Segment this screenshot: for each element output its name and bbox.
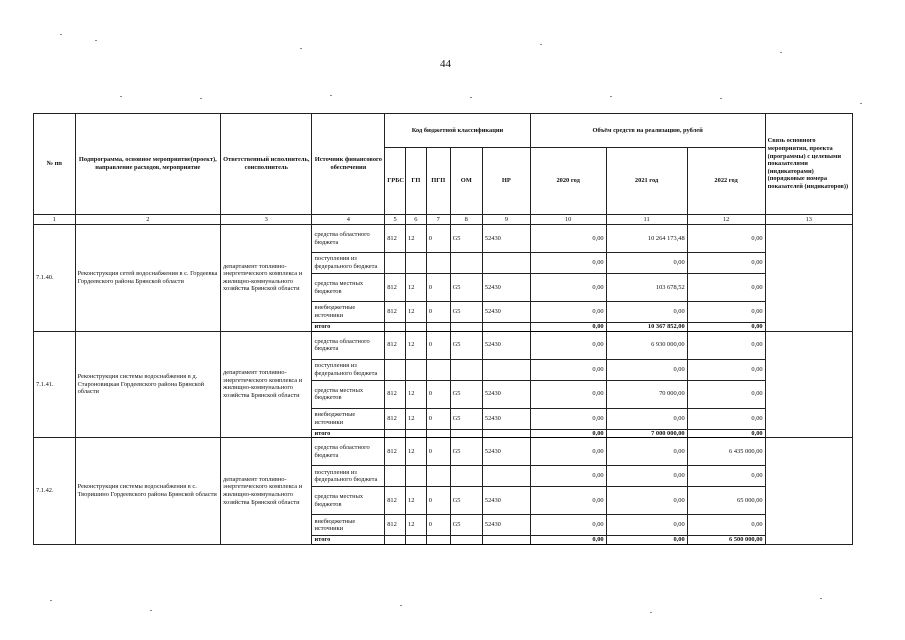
amount-y2020: 0,00 <box>530 331 606 359</box>
amount-y2021: 0,00 <box>606 438 687 466</box>
project-number: 7.1.40. <box>34 225 76 332</box>
amount-y2022: 0,00 <box>687 302 765 323</box>
amount-y2020: 0,00 <box>530 274 606 302</box>
scan-speck <box>95 40 97 41</box>
table-row <box>34 331 853 359</box>
amount-y2020: 0,00 <box>530 487 606 515</box>
funding-source: средства областного бюджета <box>312 331 385 359</box>
total-code-empty <box>406 429 427 438</box>
code-pgp: 0 <box>426 302 450 323</box>
amount-y2021: 0,00 <box>606 253 687 274</box>
code-grbs: 812 <box>385 515 406 536</box>
total-y2022: 0,00 <box>687 429 765 438</box>
code-gp: 12 <box>406 438 427 466</box>
total-y2022: 0,00 <box>687 323 765 332</box>
code-np: 52430 <box>482 515 530 536</box>
funding-source: средства областного бюджета <box>312 438 385 466</box>
header-om: ОМ <box>450 148 482 215</box>
code-grbs: 812 <box>385 274 406 302</box>
total-y2020: 0,00 <box>530 429 606 438</box>
total-code-empty <box>385 429 406 438</box>
amount-y2021: 0,00 <box>606 487 687 515</box>
scan-speck <box>720 98 722 99</box>
funding-source: внебюджетные источники <box>312 302 385 323</box>
scan-speck <box>470 97 472 98</box>
total-code-empty <box>482 429 530 438</box>
header-np: НР <box>482 148 530 215</box>
scan-speck <box>300 48 302 49</box>
code-grbs: 812 <box>385 438 406 466</box>
amount-y2021: 103 678,52 <box>606 274 687 302</box>
code-pgp: 0 <box>426 225 450 253</box>
code-np <box>482 359 530 380</box>
code-pgp: 0 <box>426 274 450 302</box>
header-program: Подпрограмма, основное мероприятие(проект), направление расходов, мероприятие <box>75 114 220 215</box>
project-name: Реконструкция системы водоснабжения в с. Творишино Гордеевского района Брянской области <box>75 438 220 545</box>
scan-speck <box>60 34 62 35</box>
total-label: итого <box>312 429 385 438</box>
code-om: G5 <box>450 515 482 536</box>
code-om: G5 <box>450 487 482 515</box>
project-name: Реконструкция системы водоснабжения в д. Староновицкая Гордеевского района Брянской области <box>75 331 220 438</box>
code-grbs <box>385 466 406 487</box>
code-om: G5 <box>450 331 482 359</box>
total-code-empty <box>450 429 482 438</box>
col-number: 1 <box>34 215 76 225</box>
amount-y2020: 0,00 <box>530 466 606 487</box>
funding-source: поступления из федерального бюджета <box>312 466 385 487</box>
code-np: 52430 <box>482 487 530 515</box>
code-gp: 12 <box>406 515 427 536</box>
header-volume: Объём средств на реализацию, рублей <box>530 114 765 148</box>
code-om: G5 <box>450 225 482 253</box>
total-y2021: 10 367 852,00 <box>606 323 687 332</box>
code-grbs: 812 <box>385 408 406 429</box>
col-number: 6 <box>406 215 427 225</box>
table-row <box>34 225 853 253</box>
funding-source: средства местных бюджетов <box>312 487 385 515</box>
code-np: 52430 <box>482 380 530 408</box>
code-gp <box>406 253 427 274</box>
amount-y2022: 0,00 <box>687 515 765 536</box>
total-y2021: 7 000 000,00 <box>606 429 687 438</box>
total-y2022: 6 500 000,00 <box>687 536 765 545</box>
amount-y2022: 0,00 <box>687 380 765 408</box>
code-gp: 12 <box>406 274 427 302</box>
code-grbs <box>385 359 406 380</box>
amount-y2022: 0,00 <box>687 466 765 487</box>
code-grbs: 812 <box>385 380 406 408</box>
code-gp: 12 <box>406 331 427 359</box>
amount-y2020: 0,00 <box>530 380 606 408</box>
code-om <box>450 466 482 487</box>
table-row <box>34 438 853 466</box>
amount-y2022: 0,00 <box>687 331 765 359</box>
col-number: 7 <box>426 215 450 225</box>
funding-source: внебюджетные источники <box>312 515 385 536</box>
header-2022: 2022 год <box>687 148 765 215</box>
code-np: 52430 <box>482 408 530 429</box>
amount-y2021: 70 000,00 <box>606 380 687 408</box>
total-code-empty <box>426 536 450 545</box>
code-gp: 12 <box>406 380 427 408</box>
code-pgp: 0 <box>426 438 450 466</box>
code-om: G5 <box>450 408 482 429</box>
code-gp: 12 <box>406 302 427 323</box>
header-gp: ГП <box>406 148 427 215</box>
code-pgp: 0 <box>426 515 450 536</box>
amount-y2020: 0,00 <box>530 359 606 380</box>
header-2020: 2020 год <box>530 148 606 215</box>
code-grbs: 812 <box>385 302 406 323</box>
scan-speck <box>200 98 202 99</box>
col-number: 11 <box>606 215 687 225</box>
col-number: 8 <box>450 215 482 225</box>
header-budget-code: Код бюджетной классификации <box>385 114 531 148</box>
scan-speck <box>540 44 542 45</box>
total-code-empty <box>482 323 530 332</box>
code-om: G5 <box>450 302 482 323</box>
code-pgp: 0 <box>426 487 450 515</box>
project-number: 7.1.41. <box>34 331 76 438</box>
col-number: 4 <box>312 215 385 225</box>
amount-y2022: 0,00 <box>687 225 765 253</box>
total-code-empty <box>426 323 450 332</box>
code-pgp: 0 <box>426 408 450 429</box>
funding-source: средства местных бюджетов <box>312 380 385 408</box>
amount-y2021: 0,00 <box>606 466 687 487</box>
code-gp: 12 <box>406 408 427 429</box>
code-pgp <box>426 253 450 274</box>
code-grbs: 812 <box>385 225 406 253</box>
code-np <box>482 253 530 274</box>
funding-source: средства областного бюджета <box>312 225 385 253</box>
col-number: 9 <box>482 215 530 225</box>
total-y2020: 0,00 <box>530 536 606 545</box>
funding-source: поступления из федерального бюджета <box>312 253 385 274</box>
funding-source: средства местных бюджетов <box>312 274 385 302</box>
code-gp <box>406 359 427 380</box>
amount-y2021: 6 930 000,00 <box>606 331 687 359</box>
page-number: 44 <box>440 58 451 70</box>
total-code-empty <box>406 323 427 332</box>
code-grbs <box>385 253 406 274</box>
scan-speck <box>820 598 822 599</box>
code-gp: 12 <box>406 225 427 253</box>
code-om: G5 <box>450 438 482 466</box>
total-code-empty <box>385 536 406 545</box>
amount-y2020: 0,00 <box>530 225 606 253</box>
amount-y2021: 0,00 <box>606 408 687 429</box>
funding-source: поступления из федерального бюджета <box>312 359 385 380</box>
code-np: 52430 <box>482 438 530 466</box>
budget-table <box>33 113 853 545</box>
code-np: 52430 <box>482 225 530 253</box>
header-row-top <box>34 114 853 148</box>
total-y2021: 0,00 <box>606 536 687 545</box>
header-num: № пп <box>34 114 76 215</box>
scan-speck <box>650 612 652 613</box>
code-om: G5 <box>450 274 482 302</box>
column-number-row <box>34 215 853 225</box>
code-grbs: 812 <box>385 487 406 515</box>
code-om <box>450 253 482 274</box>
code-pgp: 0 <box>426 331 450 359</box>
amount-y2020: 0,00 <box>530 408 606 429</box>
code-np: 52430 <box>482 331 530 359</box>
amount-y2022: 6 435 000,00 <box>687 438 765 466</box>
header-link: Связь основного мероприятия, проекта (программы) с целевыми показателями (индикаторами) (порядковые номера показателей (индикаторов)) <box>765 114 852 215</box>
scan-speck <box>330 95 332 96</box>
total-code-empty <box>406 536 427 545</box>
total-code-empty <box>426 429 450 438</box>
code-np: 52430 <box>482 274 530 302</box>
header-source: Источник финансового обеспечения <box>312 114 385 215</box>
scan-speck <box>610 96 612 97</box>
total-code-empty <box>385 323 406 332</box>
scan-speck <box>780 52 782 53</box>
code-pgp <box>426 466 450 487</box>
indicator-link-cell <box>765 225 852 332</box>
amount-y2022: 0,00 <box>687 253 765 274</box>
total-code-empty <box>482 536 530 545</box>
code-np <box>482 466 530 487</box>
header-pgp: ПГП <box>426 148 450 215</box>
scan-speck <box>120 96 122 97</box>
amount-y2020: 0,00 <box>530 302 606 323</box>
amount-y2021: 0,00 <box>606 302 687 323</box>
amount-y2021: 10 264 173,48 <box>606 225 687 253</box>
total-code-empty <box>450 323 482 332</box>
code-om: G5 <box>450 380 482 408</box>
code-gp <box>406 466 427 487</box>
amount-y2022: 0,00 <box>687 359 765 380</box>
scan-speck <box>150 610 152 611</box>
code-pgp: 0 <box>426 380 450 408</box>
amount-y2022: 65 000,00 <box>687 487 765 515</box>
scan-speck <box>50 600 52 601</box>
header-grbs: ГРБС <box>385 148 406 215</box>
code-om <box>450 359 482 380</box>
total-label: итого <box>312 323 385 332</box>
project-executor: департамент топливно-энергетического комплекса и жилищно-коммунального хозяйства Брянской области <box>221 438 312 545</box>
amount-y2020: 0,00 <box>530 515 606 536</box>
col-number: 10 <box>530 215 606 225</box>
code-grbs: 812 <box>385 331 406 359</box>
col-number: 12 <box>687 215 765 225</box>
amount-y2022: 0,00 <box>687 408 765 429</box>
project-name: Реконструкция сетей водоснабжения в с. Гордеевка Гордеевского района Брянской области <box>75 225 220 332</box>
amount-y2020: 0,00 <box>530 253 606 274</box>
col-number: 3 <box>221 215 312 225</box>
code-gp: 12 <box>406 487 427 515</box>
header-2021: 2021 год <box>606 148 687 215</box>
col-number: 13 <box>765 215 852 225</box>
col-number: 5 <box>385 215 406 225</box>
amount-y2022: 0,00 <box>687 274 765 302</box>
code-np: 52430 <box>482 302 530 323</box>
total-code-empty <box>450 536 482 545</box>
amount-y2021: 0,00 <box>606 515 687 536</box>
col-number: 2 <box>75 215 220 225</box>
amount-y2020: 0,00 <box>530 438 606 466</box>
total-label: итого <box>312 536 385 545</box>
total-y2020: 0,00 <box>530 323 606 332</box>
scan-speck <box>860 103 862 104</box>
header-executor: Ответственный исполнитель, соисполнитель <box>221 114 312 215</box>
funding-source: внебюджетные источники <box>312 408 385 429</box>
project-executor: департамент топливно-энергетического комплекса и жилищно-коммунального хозяйства Брянской области <box>221 225 312 332</box>
indicator-link-cell <box>765 438 852 545</box>
amount-y2021: 0,00 <box>606 359 687 380</box>
scan-speck <box>400 605 402 606</box>
indicator-link-cell <box>765 331 852 438</box>
project-executor: департамент топливно-энергетического комплекса и жилищно-коммунального хозяйства Брянской области <box>221 331 312 438</box>
project-number: 7.1.42. <box>34 438 76 545</box>
code-pgp <box>426 359 450 380</box>
